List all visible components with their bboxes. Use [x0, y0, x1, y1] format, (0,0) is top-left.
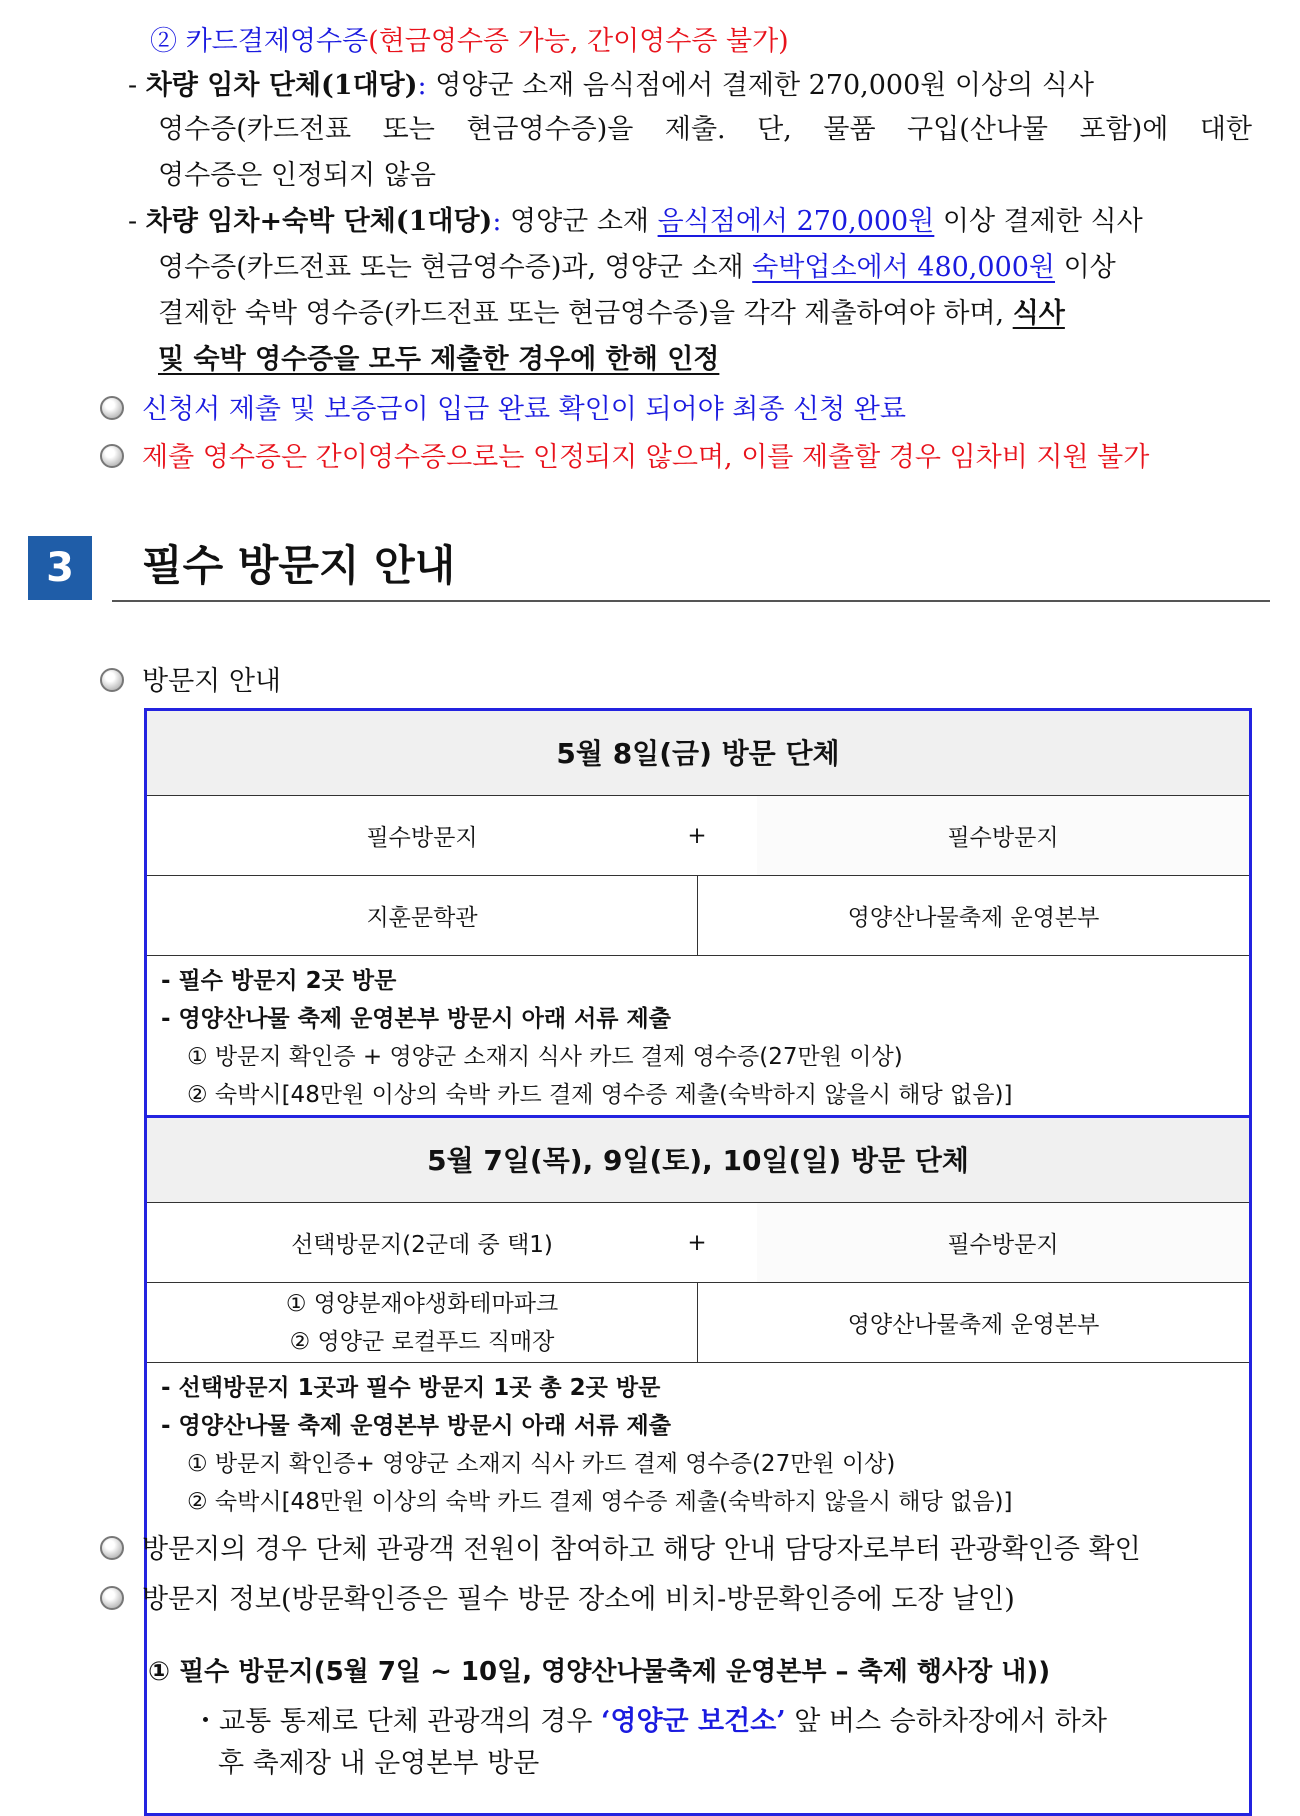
stay-text-2a: 영수증(카드전표 또는 현금영수증)과, 영양군 소재	[158, 252, 753, 283]
group1-header: 5월 8일(금) 방문 단체	[147, 711, 1249, 796]
traffic-line-2: 후 축제장 내 운영본부 방문	[218, 1748, 540, 1779]
group1-col-left: 필수방문지	[366, 825, 478, 851]
rental-line-1	[128, 66, 1252, 106]
group2-place-left	[147, 1283, 698, 1362]
stay-text-1b: 이상 결제한 식사	[934, 206, 1143, 237]
note: - 필수 방문지 2곳 방문	[161, 968, 397, 994]
note: ② 숙박시[48만원 이상의 숙박 카드 결제 영수증 제출(숙박하지 않을시 해당 없음)]	[187, 1082, 1013, 1108]
group1-notes	[147, 956, 1249, 1118]
group1-place-left: 지훈문학관	[147, 876, 698, 955]
circle-bullet-icon	[100, 1586, 124, 1610]
traffic-line-1	[192, 1702, 1252, 1742]
dash: -	[128, 206, 146, 237]
stay-line-4	[158, 340, 719, 380]
item2-paren: (현금영수증 가능, 간이영수증 불가)	[368, 26, 789, 57]
circle-bullet-icon	[100, 668, 124, 692]
rental-text-3: 영수증은 인정되지 않음	[158, 160, 436, 191]
note: ② 숙박시[48만원 이상의 숙박 카드 결제 영수증 제출(숙박하지 않을시 해당 없음)]	[187, 1489, 1013, 1515]
bullet-submission	[100, 390, 906, 430]
item2-line	[150, 22, 789, 62]
stay-link-food: 음식점에서 270,000원	[657, 206, 935, 237]
health-center-name: ‘영양군 보건소’	[600, 1706, 786, 1737]
circle-bullet-icon	[100, 396, 124, 420]
traffic-text-b: 앞 버스 승하차장에서 하차	[785, 1706, 1107, 1737]
visit-intro-text: 방문지 안내	[142, 666, 281, 697]
section-title: 필수 방문지 안내	[142, 541, 456, 590]
group2-col-left: 선택방문지(2군데 중 택1)	[291, 1232, 553, 1258]
stay-link-lodging: 숙박업소에서 480,000원	[752, 252, 1056, 283]
item2-label: ② 카드결제영수증	[150, 26, 369, 57]
stay-text-3a: 결제한 숙박 영수증(카드전표 또는 현금영수증)을 각각 제출하여야 하며,	[158, 298, 1013, 329]
group2-place-row	[147, 1283, 1249, 1363]
stay-label: 차량 임차+숙박 단체(1대당)	[145, 206, 493, 237]
bullet-confirmation	[100, 1530, 1141, 1570]
stay-text-2b: 이상	[1055, 252, 1116, 283]
group2-place-right: 영양산나물축제 운영본부	[847, 1312, 1100, 1338]
group1-place-row	[147, 876, 1249, 956]
stay-line-2	[158, 248, 1116, 288]
bullet-3-text: 방문지의 경우 단체 관광객 전원이 참여하고 해당 안내 담당자로부터 관광확인증 확인	[142, 1534, 1141, 1565]
bullet-receipt	[100, 438, 1149, 478]
rental-text-2: 영수증(카드전표 또는 현금영수증)을 제출. 단, 물품 구입(산나물 포함)에 대한	[158, 114, 1252, 145]
stay-text-3-underline: 식사	[1012, 298, 1065, 329]
place-option-1: ① 영양분재야생화테마파크	[285, 1290, 559, 1317]
group2-type-row: 선택방문지(2군데 중 택1) + 필수방문지	[147, 1203, 1249, 1283]
rental-label: 차량 임차 단체(1대당)	[145, 70, 418, 101]
colon: :	[492, 206, 502, 237]
traffic-text-a: ・교통 통제로 단체 관광객의 경우	[192, 1706, 601, 1737]
circle-bullet-icon	[100, 444, 124, 468]
group2-header: 5월 7일(목), 9일(토), 10일(일) 방문 단체	[147, 1118, 1249, 1203]
rental-text-1: 영양군 소재 음식점에서 결제한 270,000원 이상의 식사	[426, 70, 1094, 101]
bullet-visit-info	[100, 1580, 1015, 1620]
group2-col-right: 필수방문지	[757, 1203, 1249, 1282]
group2-notes	[147, 1363, 1249, 1523]
stay-text-1a: 영양군 소재	[501, 206, 658, 237]
bullet-1-text: 신청서 제출 및 보증금이 입금 완료 확인이 되어야 최종 신청 완료	[142, 394, 906, 425]
section-number-badge: 3	[28, 536, 92, 600]
note: - 선택방문지 1곳과 필수 방문지 1곳 총 2곳 방문	[161, 1375, 661, 1401]
place-option-2: ② 영양군 로컬푸드 직매장	[289, 1328, 555, 1355]
colon: :	[417, 70, 427, 101]
group1-col-right: 필수방문지	[757, 796, 1249, 875]
bullet-2-text: 제출 영수증은 간이영수증으로는 인정되지 않으며, 이를 제출할 경우 임차비 지원 불가	[142, 442, 1150, 473]
note: ① 방문지 확인증 + 영양군 소재지 식사 카드 결제 영수증(27만원 이상)	[187, 1044, 903, 1070]
visit-intro	[100, 662, 281, 702]
group1-type-row: 필수방문지 + 필수방문지	[147, 796, 1249, 876]
bullet-4-text: 방문지 정보(방문확인증은 필수 방문 장소에 비치-방문확인증에 도장 날인)	[142, 1584, 1015, 1615]
note: - 영양산나물 축제 운영본부 방문시 아래 서류 제출	[161, 1413, 671, 1439]
visit-table	[144, 708, 1252, 1816]
stay-line-1	[128, 202, 1252, 242]
group1-place-right: 영양산나물축제 운영본부	[847, 905, 1100, 931]
note: ① 방문지 확인증+ 영양군 소재지 식사 카드 결제 영수증(27만원 이상)	[187, 1451, 896, 1477]
stay-text-4-underline: 및 숙박 영수증을 모두 제출한 경우에 한해 인정	[158, 344, 720, 375]
stay-line-3	[158, 294, 1065, 334]
circle-bullet-icon	[100, 1536, 124, 1560]
required-visit-subhead: ① 필수 방문지(5월 7일 ~ 10일, 영양산나물축제 운영본부 – 축제 행사장 내))	[148, 1657, 1051, 1687]
note: - 영양산나물 축제 운영본부 방문시 아래 서류 제출	[161, 1006, 671, 1032]
dash: -	[128, 70, 146, 101]
section-divider	[112, 600, 1270, 602]
